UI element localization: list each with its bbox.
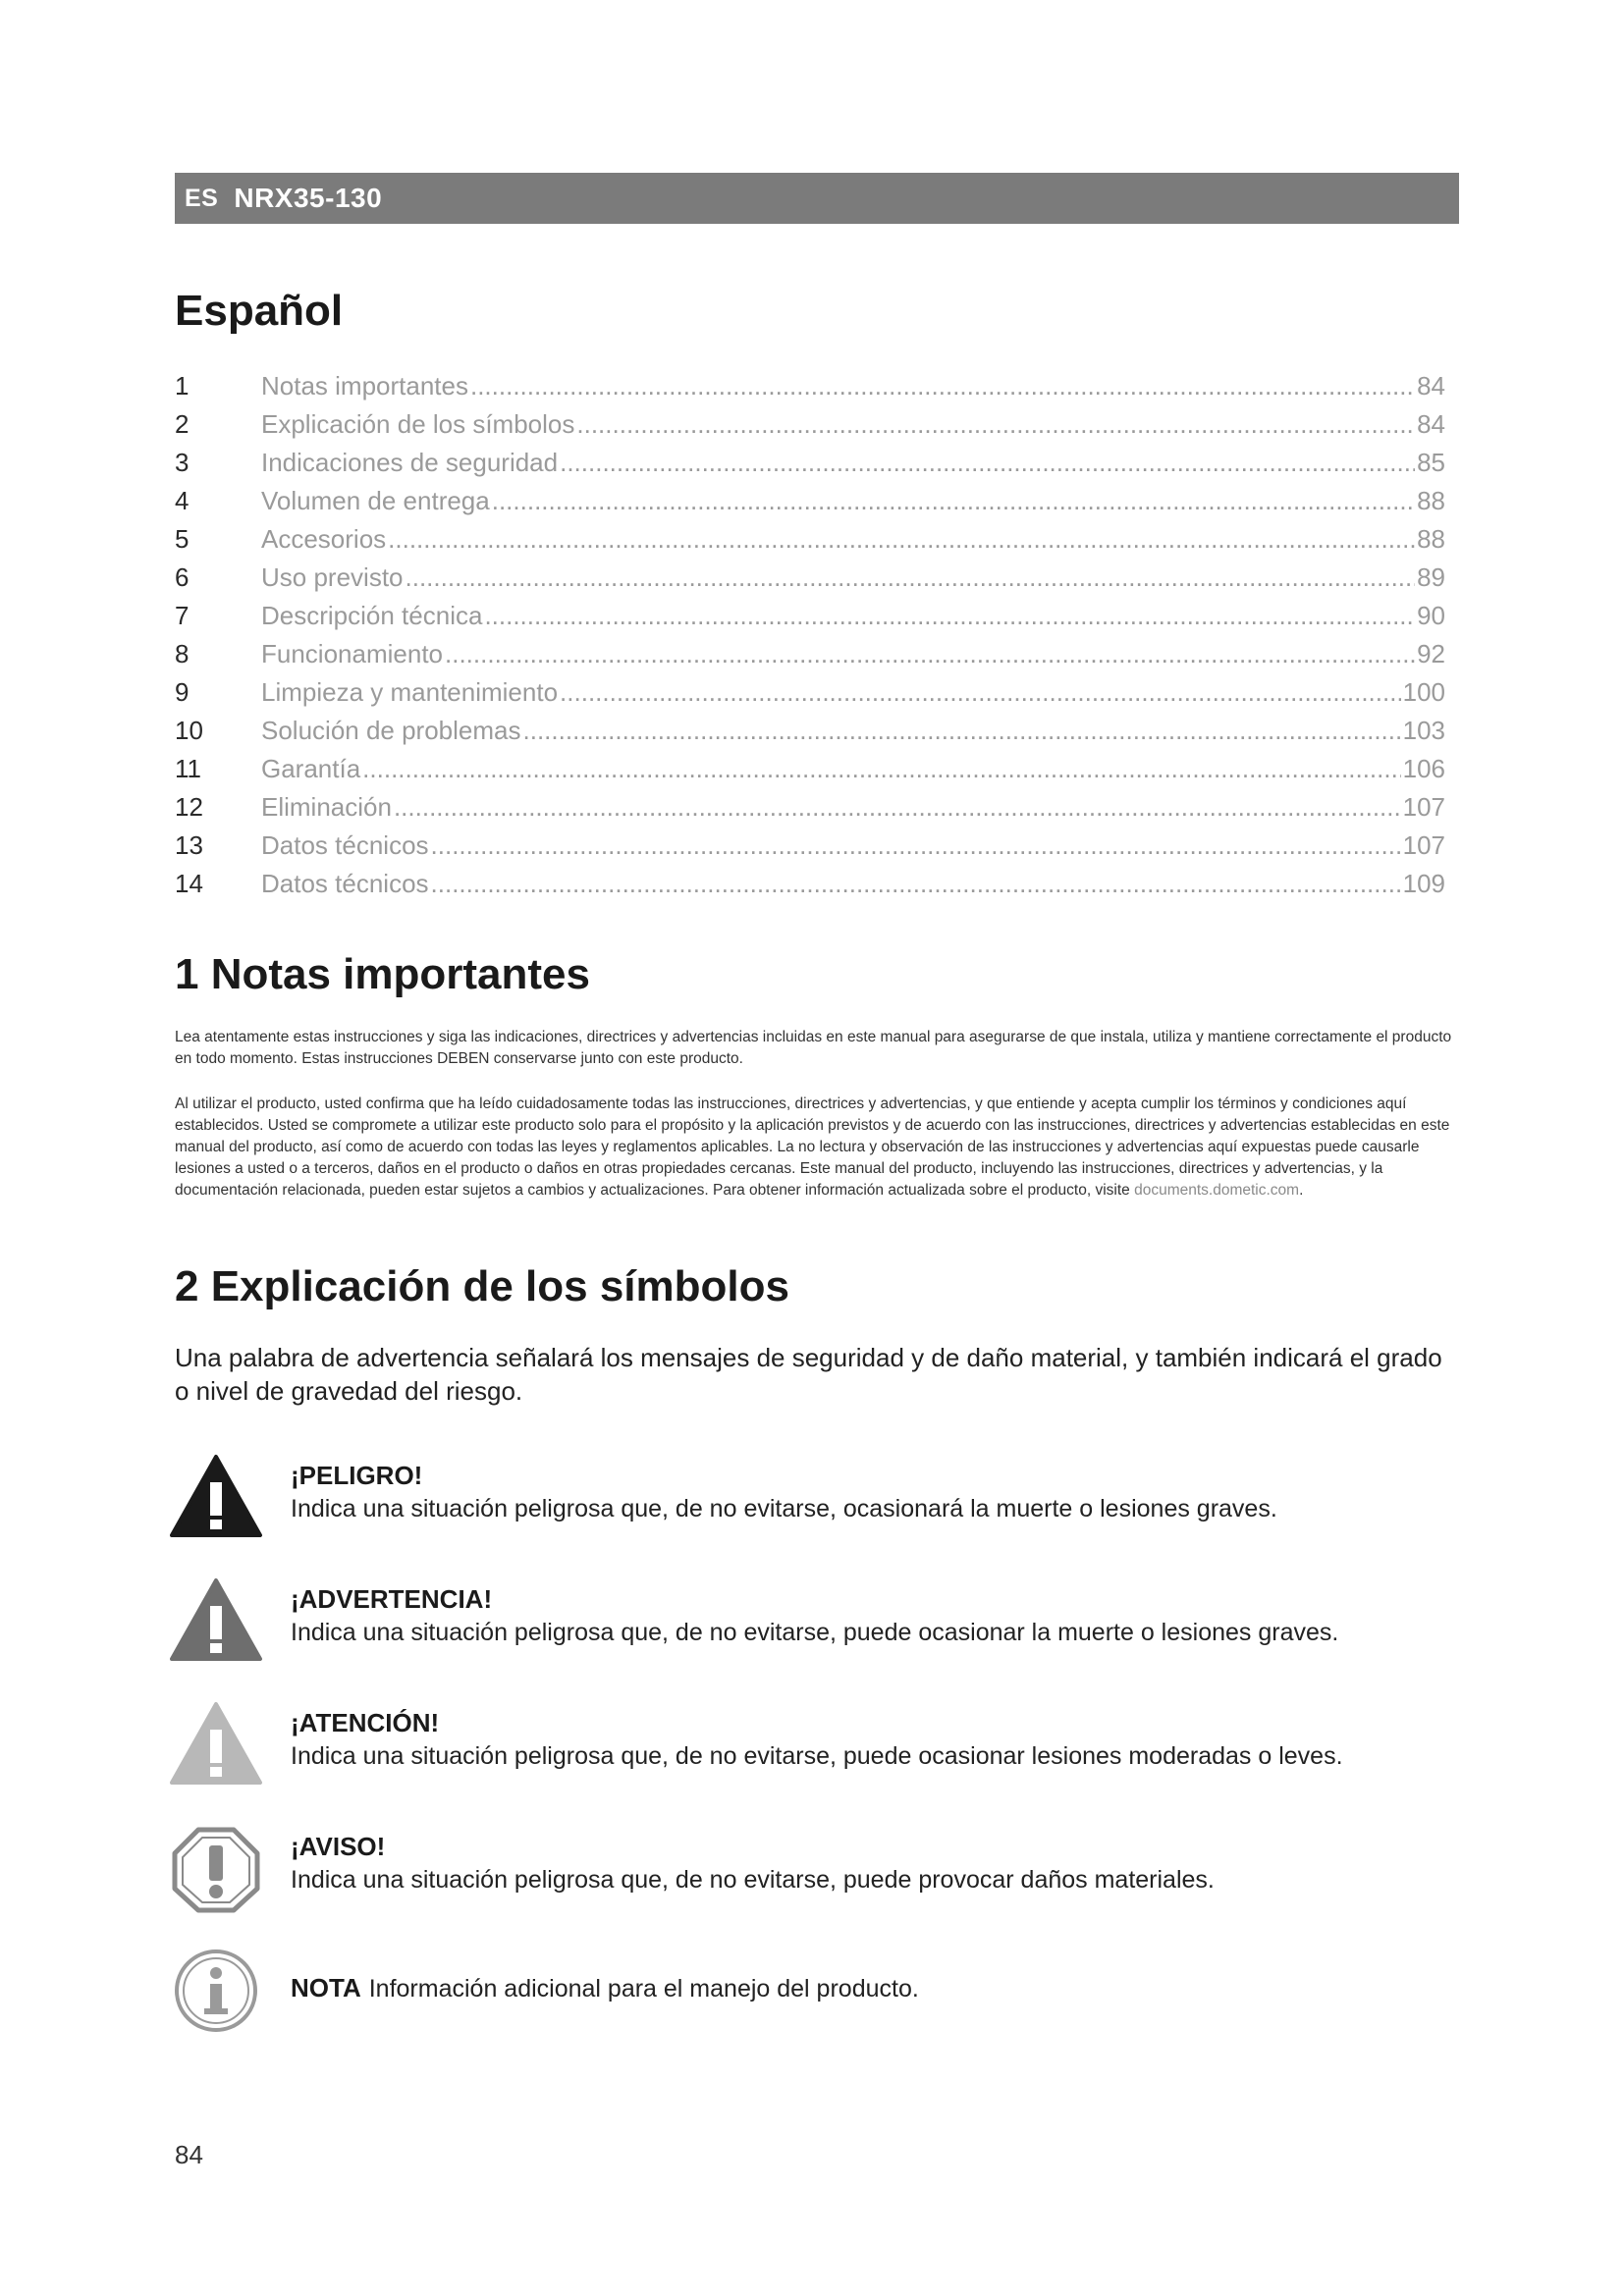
toc-dot-leader (431, 869, 1401, 899)
symbol-note (169, 1944, 1455, 2038)
toc-page-number: 100 (1402, 677, 1445, 707)
caution-title: ¡ATENCIÓN! (291, 1708, 440, 1737)
toc-number: 8 (175, 639, 189, 668)
danger-title: ¡PELIGRO! (291, 1461, 423, 1490)
toc-row[interactable] (175, 486, 1445, 524)
toc-number: 14 (175, 869, 203, 898)
model-name: NRX35-130 (234, 183, 383, 213)
notice-title: ¡AVISO! (291, 1832, 386, 1861)
toc-dot-leader (406, 562, 1416, 593)
toc-row[interactable] (175, 792, 1445, 830)
toc-page-number: 107 (1402, 792, 1445, 822)
toc-number: 11 (175, 754, 201, 783)
warning-title: ¡ADVERTENCIA! (291, 1584, 493, 1614)
language-code: ES (185, 184, 219, 212)
toc-label: Explicación de los símbolos (261, 409, 575, 439)
toc-label: Solución de problemas (261, 716, 521, 745)
toc-label: Datos técnicos (261, 869, 429, 898)
caution-description: Indica una situación peligrosa que, de no evitarse, puede ocasionar lesiones moderadas o leves. (291, 1742, 1343, 1770)
paragraph-2-end: . (1299, 1182, 1304, 1199)
toc-dot-leader (431, 830, 1401, 861)
toc-dot-leader (492, 486, 1415, 516)
symbol-warning (169, 1575, 1455, 1669)
toc-dot-leader (445, 639, 1415, 669)
toc-row[interactable] (175, 754, 1445, 792)
toc-page-number: 109 (1402, 869, 1445, 898)
toc-page-number: 89 (1417, 562, 1445, 592)
toc-row[interactable] (175, 716, 1445, 754)
toc-row[interactable] (175, 869, 1445, 907)
toc-page-number: 84 (1417, 371, 1445, 400)
toc-label: Datos técnicos (261, 830, 429, 860)
toc-label: Uso previsto (261, 562, 404, 592)
toc-label: Indicaciones de seguridad (261, 448, 559, 477)
toc-row[interactable] (175, 409, 1445, 448)
paragraph-2-text: Al utilizar el producto, usted confirma que ha leído cuidadosamente todas las instrucciones, directrices y advertencias, y que entiende y acepta cumplir los términos y condiciones aquí establecidos. Usted se compromete a utilizar este producto solo para el propósito y la aplicación previstos y de acuerdo con las instrucciones, directrices y advertencias establecidas en este manual del producto, así como de acuerdo con todas las leyes y reglamentos aplicables. La no lectura y observación de las instrucciones y advertencias aquí expuestas puede causarle lesiones a usted o a terceros, daños en el producto o daños en otras propiedades cercanas. Este manual del producto, incluyendo las instrucciones, directrices y advertencias, y la documentación relacionada, pueden estar sujetos a cambios y actualizaciones. Para obtener información actualizada sobre el producto, visite (175, 1095, 1450, 1199)
toc-dot-leader (484, 601, 1415, 631)
toc-number: 12 (175, 792, 203, 822)
toc-number: 9 (175, 677, 189, 707)
toc-dot-leader (394, 792, 1401, 823)
header-bar (175, 173, 1459, 224)
toc-label: Volumen de entrega (261, 486, 490, 515)
toc-page-number: 90 (1417, 601, 1445, 630)
section-1-title: 1 Notas importantes (175, 950, 590, 998)
toc-row[interactable] (175, 524, 1445, 562)
toc-dot-leader (362, 754, 1400, 784)
documents-link[interactable]: documents.dometic.com (1134, 1182, 1300, 1199)
symbol-danger (169, 1451, 1455, 1545)
toc-number: 10 (175, 716, 203, 745)
toc-dot-leader (470, 371, 1415, 401)
danger-description: Indica una situación peligrosa que, de no evitarse, ocasionará la muerte o lesiones graves. (291, 1495, 1277, 1522)
toc-page-number: 88 (1417, 524, 1445, 554)
toc-label: Descripción técnica (261, 601, 483, 630)
danger-triangle-icon (169, 1451, 263, 1545)
toc-number: 7 (175, 601, 189, 630)
toc-page-number: 85 (1417, 448, 1445, 477)
toc-label: Eliminación (261, 792, 392, 822)
toc-page-number: 103 (1402, 716, 1445, 745)
toc-row[interactable] (175, 448, 1445, 486)
table-of-contents (175, 371, 1445, 907)
symbol-caution (169, 1698, 1455, 1792)
notice-octagon-icon (169, 1822, 263, 1916)
toc-page-number: 107 (1402, 830, 1445, 860)
toc-label: Funcionamiento (261, 639, 443, 668)
toc-number: 5 (175, 524, 189, 554)
caution-triangle-icon (169, 1698, 263, 1792)
toc-number: 3 (175, 448, 189, 477)
toc-label: Accesorios (261, 524, 387, 554)
toc-number: 1 (175, 371, 189, 400)
toc-row[interactable] (175, 639, 1445, 677)
toc-dot-leader (576, 409, 1415, 440)
notice-description: Indica una situación peligrosa que, de no evitarse, puede provocar daños materiales. (291, 1866, 1215, 1894)
toc-number: 6 (175, 562, 189, 592)
note-description: Información adicional para el manejo del producto. (368, 1975, 919, 2002)
info-circle-icon (169, 1944, 263, 2038)
toc-dot-leader (560, 448, 1415, 478)
toc-row[interactable] (175, 830, 1445, 869)
toc-number: 2 (175, 409, 189, 439)
toc-row[interactable] (175, 562, 1445, 601)
symbols-intro: Una palabra de advertencia señalará los mensajes de seguridad y de daño material, y también indicará el grado o nivel de gravedad del riesgo. (175, 1343, 1442, 1406)
toc-row[interactable] (175, 371, 1445, 409)
toc-dot-leader (523, 716, 1401, 746)
page-number: 84 (175, 2140, 203, 2169)
section-2-title: 2 Explicación de los símbolos (175, 1262, 789, 1310)
important-notes-paragraph-2 (175, 1094, 1459, 1201)
toc-dot-leader (388, 524, 1415, 555)
toc-label: Limpieza y mantenimiento (261, 677, 559, 707)
toc-page-number: 92 (1417, 639, 1445, 668)
toc-row[interactable] (175, 601, 1445, 639)
toc-page-number: 106 (1402, 754, 1445, 783)
toc-row[interactable] (175, 677, 1445, 716)
toc-label: Notas importantes (261, 371, 468, 400)
symbol-notice (169, 1822, 1455, 1916)
toc-page-number: 88 (1417, 486, 1445, 515)
language-title: Español (175, 287, 344, 335)
toc-page-number: 84 (1417, 409, 1445, 439)
warning-triangle-icon (169, 1575, 263, 1669)
toc-number: 13 (175, 830, 203, 860)
warning-description: Indica una situación peligrosa que, de no evitarse, puede ocasionar la muerte o lesiones graves. (291, 1619, 1339, 1646)
toc-label: Garantía (261, 754, 361, 783)
note-label: NOTA (291, 1973, 361, 2002)
toc-number: 4 (175, 486, 189, 515)
toc-dot-leader (560, 677, 1401, 708)
important-notes-paragraph-1: Lea atentamente estas instrucciones y siga las indicaciones, directrices y advertencias incluidas en este manual para asegurarse de que instala, utiliza y mantiene correctamente el producto en todo momento. Estas instrucciones DEBEN conservarse junto con este producto. (175, 1029, 1452, 1067)
